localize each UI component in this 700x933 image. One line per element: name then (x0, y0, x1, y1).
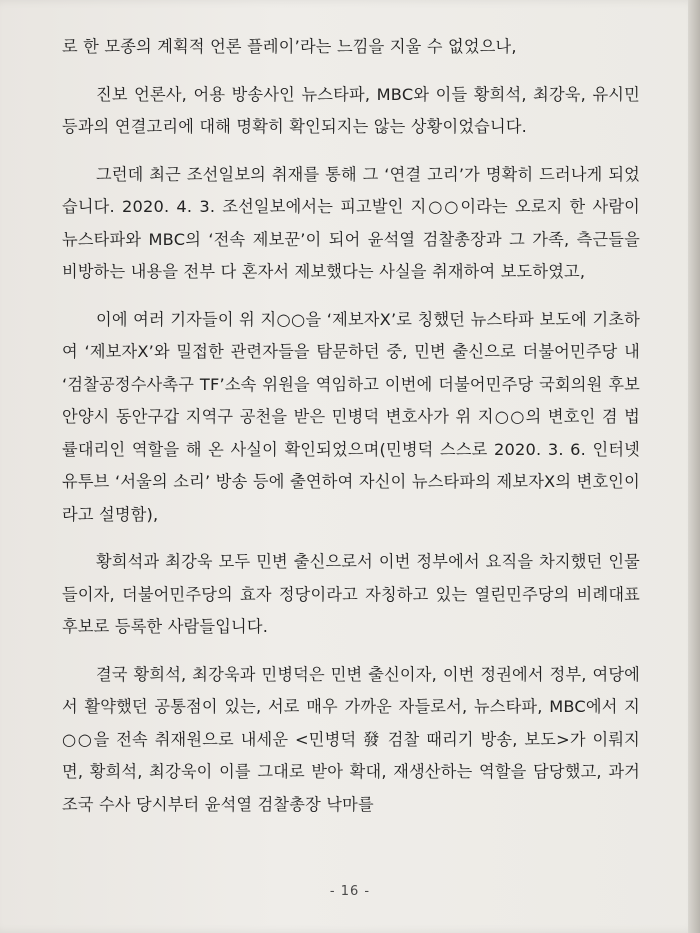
paragraph-2: 진보 언론사, 어용 방송사인 뉴스타파, MBC와 이들 황희석, 최강욱, 유시민 등과의 연결고리에 대해 명확히 확인되지는 않는 상황이었습니다. (62, 84, 640, 136)
paragraph-5: 황희석과 최강욱 모두 민변 출신으로서 이번 정부에서 요직을 차지했던 인물들이자, 더불어민주당의 효자 정당이라고 자칭하고 있는 열린민주당의 비례대표 후보로 등록한 사람들입니다. (62, 552, 640, 636)
paragraph-4: 이에 여러 기자들이 위 지○○을 ‘제보자X’로 칭했던 뉴스타파 보도에 기초하여 ‘제보자X’와 밀접한 관련자들을 탐문하던 중, 민변 출신으로 더불어민주당 내 ‘검찰공정수사촉구 TF’소속 위원을 역임하고 이번에 더불어민주당 국회의원 후보 안양시 동안구갑 지역구 공천을 받은 민병덕 변호사가 위 지○○의 변호인 겸 법률대리인 역할을 해 온 사실이 확인되었으며(민병덕 스스로 2020. 3. 6. 인터넷 유투브 ‘서울의 소리’ 방송 등에 출연하여 자신이 뉴스타파의 제보자X의 변호인이라고 설명함), (62, 309, 640, 524)
paragraph-6: 결국 황희석, 최강욱과 민병덕은 민변 출신이자, 이번 정권에서 정부, 여당에서 활약했던 공통점이 있는, 서로 매우 가까운 자들로서, 뉴스타파, MBC에서 지○○을 전속 취재원으로 내세운 <민병덕 發 검찰 때리기 방송, 보도>가 이뤄지면, 황희석, 최강욱이 이를 그대로 받아 확대, 재생산하는 역할을 담당했고, 과거 조국 수사 당시부터 윤석열 검찰총장 낙마를 (62, 664, 640, 814)
page-number: - 16 - (329, 884, 371, 899)
page-edge-shadow (688, 0, 700, 933)
paragraph-1: 로 한 모종의 계획적 언론 플레이’라는 느낌을 지울 수 없었으나, (62, 37, 517, 56)
paragraph-3: 그런데 최근 조선일보의 취재를 통해 그 ‘연결 고리’가 명확히 드러나게 되었습니다. 2020. 4. 3. 조선일보에서는 피고발인 지○○이라는 오로지 한 사람이 뉴스타파와 MBC의 ‘전속 제보꾼’이 되어 윤석열 검찰총장과 그 가족, 측근들을 비방하는 내용을 전부 다 혼자서 제보했다는 사실을 취재하여 보도하였고, (62, 164, 640, 281)
document-body (62, 31, 640, 836)
